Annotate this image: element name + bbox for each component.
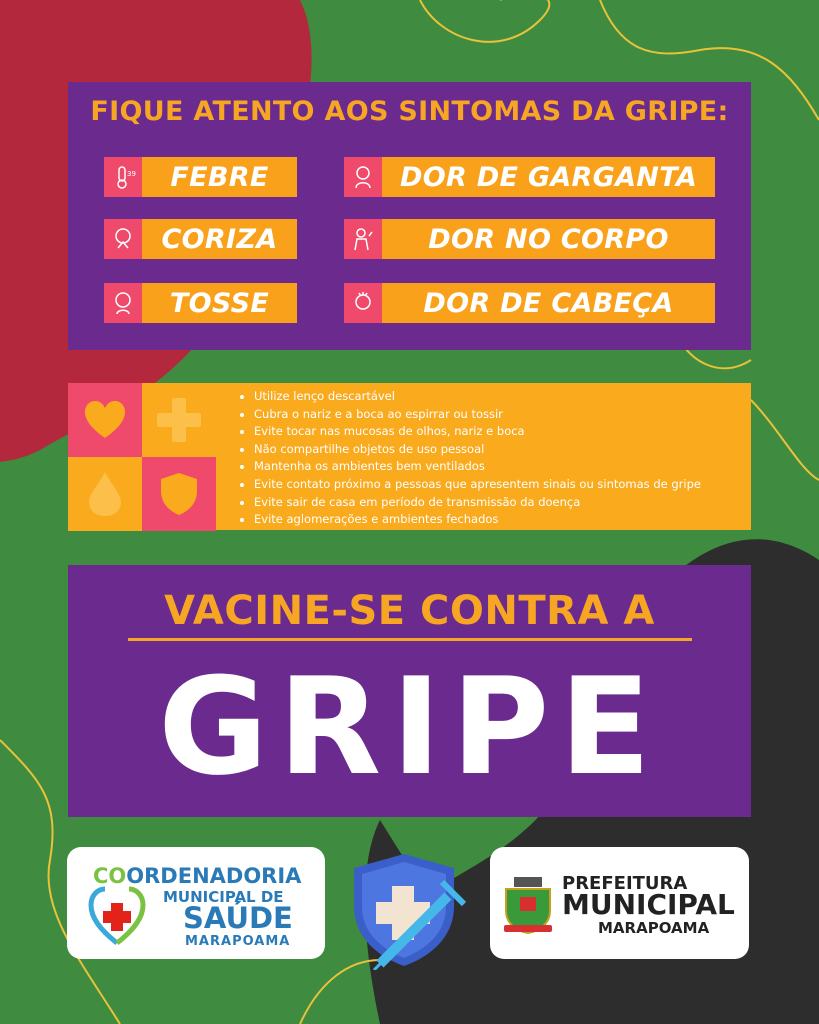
symptom-label: TOSSE	[142, 283, 297, 323]
symptom-headache	[344, 283, 715, 323]
plus-icon	[142, 383, 216, 457]
list-item: • Evite contato próximo a pessoas que apresentem sinais ou sintomas de gripe	[254, 476, 701, 494]
cough-icon	[104, 283, 142, 323]
coord-line3: SAÚDE	[183, 901, 293, 935]
pref-line3: MARAPOAMA	[598, 919, 710, 937]
shield-icon	[142, 457, 216, 531]
vaccine-headline: VACINE-SE CONTRA A	[164, 588, 655, 634]
list-item: • Utilize lenço descartável	[254, 388, 701, 406]
coord-line1a: CO	[93, 864, 127, 888]
svg-text:39: 39	[127, 170, 136, 178]
sore-throat-icon	[344, 157, 382, 197]
list-item: • Mantenha os ambientes bem ventilados	[254, 458, 701, 476]
list-item: • Evite tocar nas mucosas de olhos, nariz e boca	[254, 423, 701, 441]
symptom-cough	[104, 283, 297, 323]
heart-icon	[68, 383, 142, 457]
thermometer-icon	[104, 157, 142, 197]
coord-line4: MARAPOAMA	[185, 934, 291, 949]
tips-list	[240, 388, 701, 529]
pref-line2: MUNICIPAL	[562, 888, 735, 921]
symptom-runny-nose	[104, 219, 297, 259]
coord-line1b: ORDENADORIA	[126, 864, 302, 888]
symptom-label: DOR NO CORPO	[382, 219, 715, 259]
coat-of-arms-icon	[500, 875, 556, 935]
drop-icon	[68, 457, 142, 531]
coord-line1	[93, 864, 301, 888]
tips-panel	[68, 383, 751, 530]
pref-line1: PREFEITURA	[562, 873, 688, 894]
body-ache-icon	[344, 219, 382, 259]
coordenadoria-logo	[67, 847, 325, 959]
symptom-label: DOR DE GARGANTA	[382, 157, 715, 197]
symptoms-title: FIQUE ATENTO AOS SINTOMAS DA GRIPE:	[90, 96, 729, 127]
vaccine-big-title: GRIPE	[158, 649, 661, 805]
runny-nose-icon	[104, 219, 142, 259]
vaccine-shield-icon	[352, 852, 470, 970]
headache-icon	[344, 283, 382, 323]
symptom-label: DOR DE CABEÇA	[382, 283, 715, 323]
prefeitura-logo	[490, 847, 749, 959]
symptom-body-ache	[344, 219, 715, 259]
symptom-label: FEBRE	[142, 157, 297, 197]
list-item: • Não compartilhe objetos de uso pessoal	[254, 441, 701, 459]
coord-line2: MUNICIPAL DE	[163, 888, 284, 906]
list-item: • Evite sair de casa em período de transmissão da doença	[254, 494, 701, 512]
symptom-sore-throat	[344, 157, 715, 197]
divider	[128, 638, 692, 641]
symptom-label: CORIZA	[142, 219, 297, 259]
list-item: • Cubra o nariz e a boca ao espirrar ou tossir	[254, 406, 701, 424]
symptom-fever	[104, 157, 297, 197]
list-item: • Evite aglomerações e ambientes fechados	[254, 511, 701, 529]
